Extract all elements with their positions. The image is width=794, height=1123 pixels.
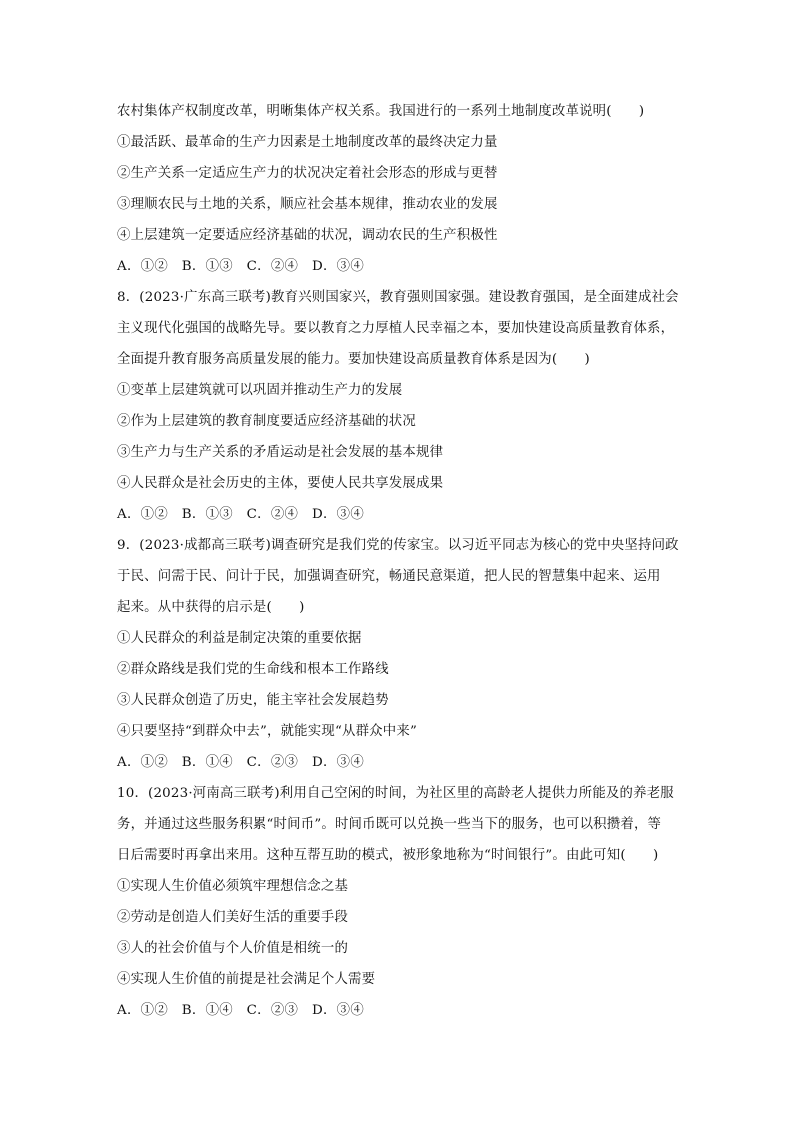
question-7-item-3: ③理顺农民与土地的关系，顺应社会基本规律，推动农业的发展 — [117, 197, 498, 212]
question-9-item-1: ①人民群众的利益是制定决策的重要依据 — [117, 631, 362, 646]
question-7-options: A．①② B．①③ C．②④ D．③④ — [117, 259, 365, 274]
question-10-item-3: ③人的社会价值与个人价值是相统一的 — [117, 941, 349, 956]
question-8-item-2: ②作为上层建筑的教育制度要适应经济基础的状况 — [117, 414, 416, 429]
question-9-item-2: ②群众路线是我们党的生命线和根本工作路线 — [117, 662, 389, 677]
question-8-stem-line-3: 全面提升教育服务高质量发展的能力。要加快建设高质量教育体系是因为( ) — [117, 352, 590, 367]
question-9-stem-line-2: 于民、问需于民、问计于民，加强调查研究，畅通民意渠道，把人民的智慧集中起来、运用 — [117, 569, 661, 584]
question-8-stem-line-2: 主义现代化强国的战略先导。要以教育之力厚植人民幸福之本，要加快建设高质量教育体系， — [117, 321, 675, 336]
question-9-item-3: ③人民群众创造了历史，能主宰社会发展趋势 — [117, 693, 389, 708]
question-7-stem-line-1: 农村集体产权制度改革，明晰集体产权关系。我国进行的一系列土地制度改革说明( ) — [117, 104, 645, 119]
question-content — [117, 96, 677, 1026]
question-7-item-1: ①最活跃、最革命的生产力因素是土地制度改革的最终决定力量 — [117, 135, 498, 150]
question-9-options: A．①② B．①④ C．②③ D．③④ — [117, 755, 365, 770]
question-9 — [117, 530, 677, 778]
question-10-item-1: ①实现人生价值必须筑牢理想信念之基 — [117, 879, 349, 894]
question-7-item-4: ④上层建筑一定要适应经济基础的状况，调动农民的生产积极性 — [117, 228, 498, 243]
question-10-options: A．①② B．①④ C．②③ D．③④ — [117, 1003, 365, 1018]
question-10-item-2: ②劳动是创造人们美好生活的重要手段 — [117, 910, 349, 925]
question-10-stem-line-3: 日后需要时再拿出来用。这种互帮互助的模式，被形象地称为“时间银行”。由此可知( ) — [117, 848, 659, 863]
question-8-item-4: ④人民群众是社会历史的主体，要使人民共享发展成果 — [117, 476, 444, 491]
question-10-item-4: ④实现人生价值的前提是社会满足个人需要 — [117, 972, 376, 987]
question-9-item-4: ④只要坚持“到群众中去”，就能实现“从群众中来” — [117, 724, 417, 739]
question-10-stem-line-1: 10．(2023·河南高三联考)利用自己空闲的时间，为社区里的高龄老人提供力所能及的养老服 — [117, 786, 674, 801]
question-7 — [117, 96, 677, 282]
question-8 — [117, 282, 677, 530]
question-8-options: A．①② B．①③ C．②④ D．③④ — [117, 507, 365, 522]
question-9-stem-line-3: 起来。从中获得的启示是( ) — [117, 600, 305, 615]
question-9-stem-line-1: 9．(2023·成都高三联考)调查研究是我们党的传家宝。以习近平同志为核心的党中央坚持问政 — [117, 538, 679, 553]
question-8-stem-line-1: 8．(2023·广东高三联考)教育兴则国家兴，教育强则国家强。建设教育强国，是全面建成社会 — [117, 290, 679, 305]
question-8-item-3: ③生产力与生产关系的矛盾运动是社会发展的基本规律 — [117, 445, 444, 460]
question-10 — [117, 778, 677, 1026]
question-8-item-1: ①变革上层建筑就可以巩固并推动生产力的发展 — [117, 383, 403, 398]
question-7-item-2: ②生产关系一定适应生产力的状况决定着社会形态的形成与更替 — [117, 166, 498, 181]
question-10-stem-line-2: 务，并通过这些服务积累“时间币”。时间币既可以兑换一些当下的服务，也可以积攒着，等 — [117, 817, 662, 832]
